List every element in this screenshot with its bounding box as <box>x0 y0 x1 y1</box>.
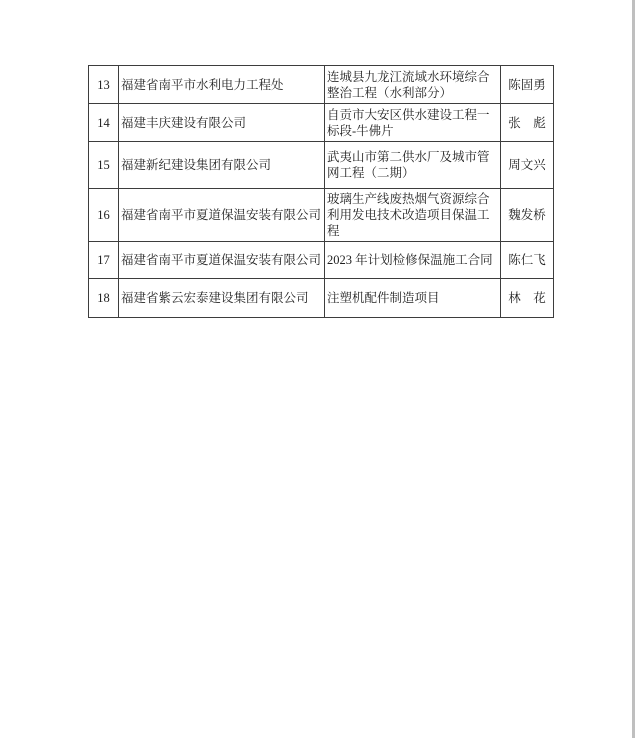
company-cell: 福建省南平市夏道保温安装有限公司 <box>119 189 325 242</box>
table-row <box>89 279 554 318</box>
person-name-cell: 陈固勇 <box>501 66 554 104</box>
person-name-cell: 张 彪 <box>501 104 554 142</box>
row-number-cell: 13 <box>89 66 119 104</box>
person-name-cell: 周文兴 <box>501 142 554 189</box>
company-cell: 福建省南平市夏道保温安装有限公司 <box>119 242 325 279</box>
person-name-cell: 林 花 <box>501 279 554 318</box>
person-name-cell: 魏发桥 <box>501 189 554 242</box>
project-cell: 连城县九龙江流域水环境综合整治工程（水利部分） <box>325 66 501 104</box>
table-row <box>89 142 554 189</box>
row-number-cell: 14 <box>89 104 119 142</box>
table-row <box>89 189 554 242</box>
company-cell: 福建丰庆建设有限公司 <box>119 104 325 142</box>
row-number-cell: 18 <box>89 279 119 318</box>
table-row <box>89 242 554 279</box>
approval-list-table <box>88 65 554 318</box>
row-number-cell: 16 <box>89 189 119 242</box>
project-cell: 武夷山市第二供水厂及城市管网工程（二期） <box>325 142 501 189</box>
project-cell: 注塑机配件制造项目 <box>325 279 501 318</box>
project-cell: 玻璃生产线废热烟气资源综合利用发电技术改造项目保温工程 <box>325 189 501 242</box>
person-name-cell: 陈仁飞 <box>501 242 554 279</box>
project-cell: 2023 年计划检修保温施工合同 <box>325 242 501 279</box>
company-cell: 福建新纪建设集团有限公司 <box>119 142 325 189</box>
company-cell: 福建省南平市水利电力工程处 <box>119 66 325 104</box>
row-number-cell: 17 <box>89 242 119 279</box>
company-cell: 福建省紫云宏泰建设集团有限公司 <box>119 279 325 318</box>
table-row <box>89 104 554 142</box>
row-number-cell: 15 <box>89 142 119 189</box>
project-cell: 自贡市大安区供水建设工程一标段-牛佛片 <box>325 104 501 142</box>
table-row <box>89 66 554 104</box>
